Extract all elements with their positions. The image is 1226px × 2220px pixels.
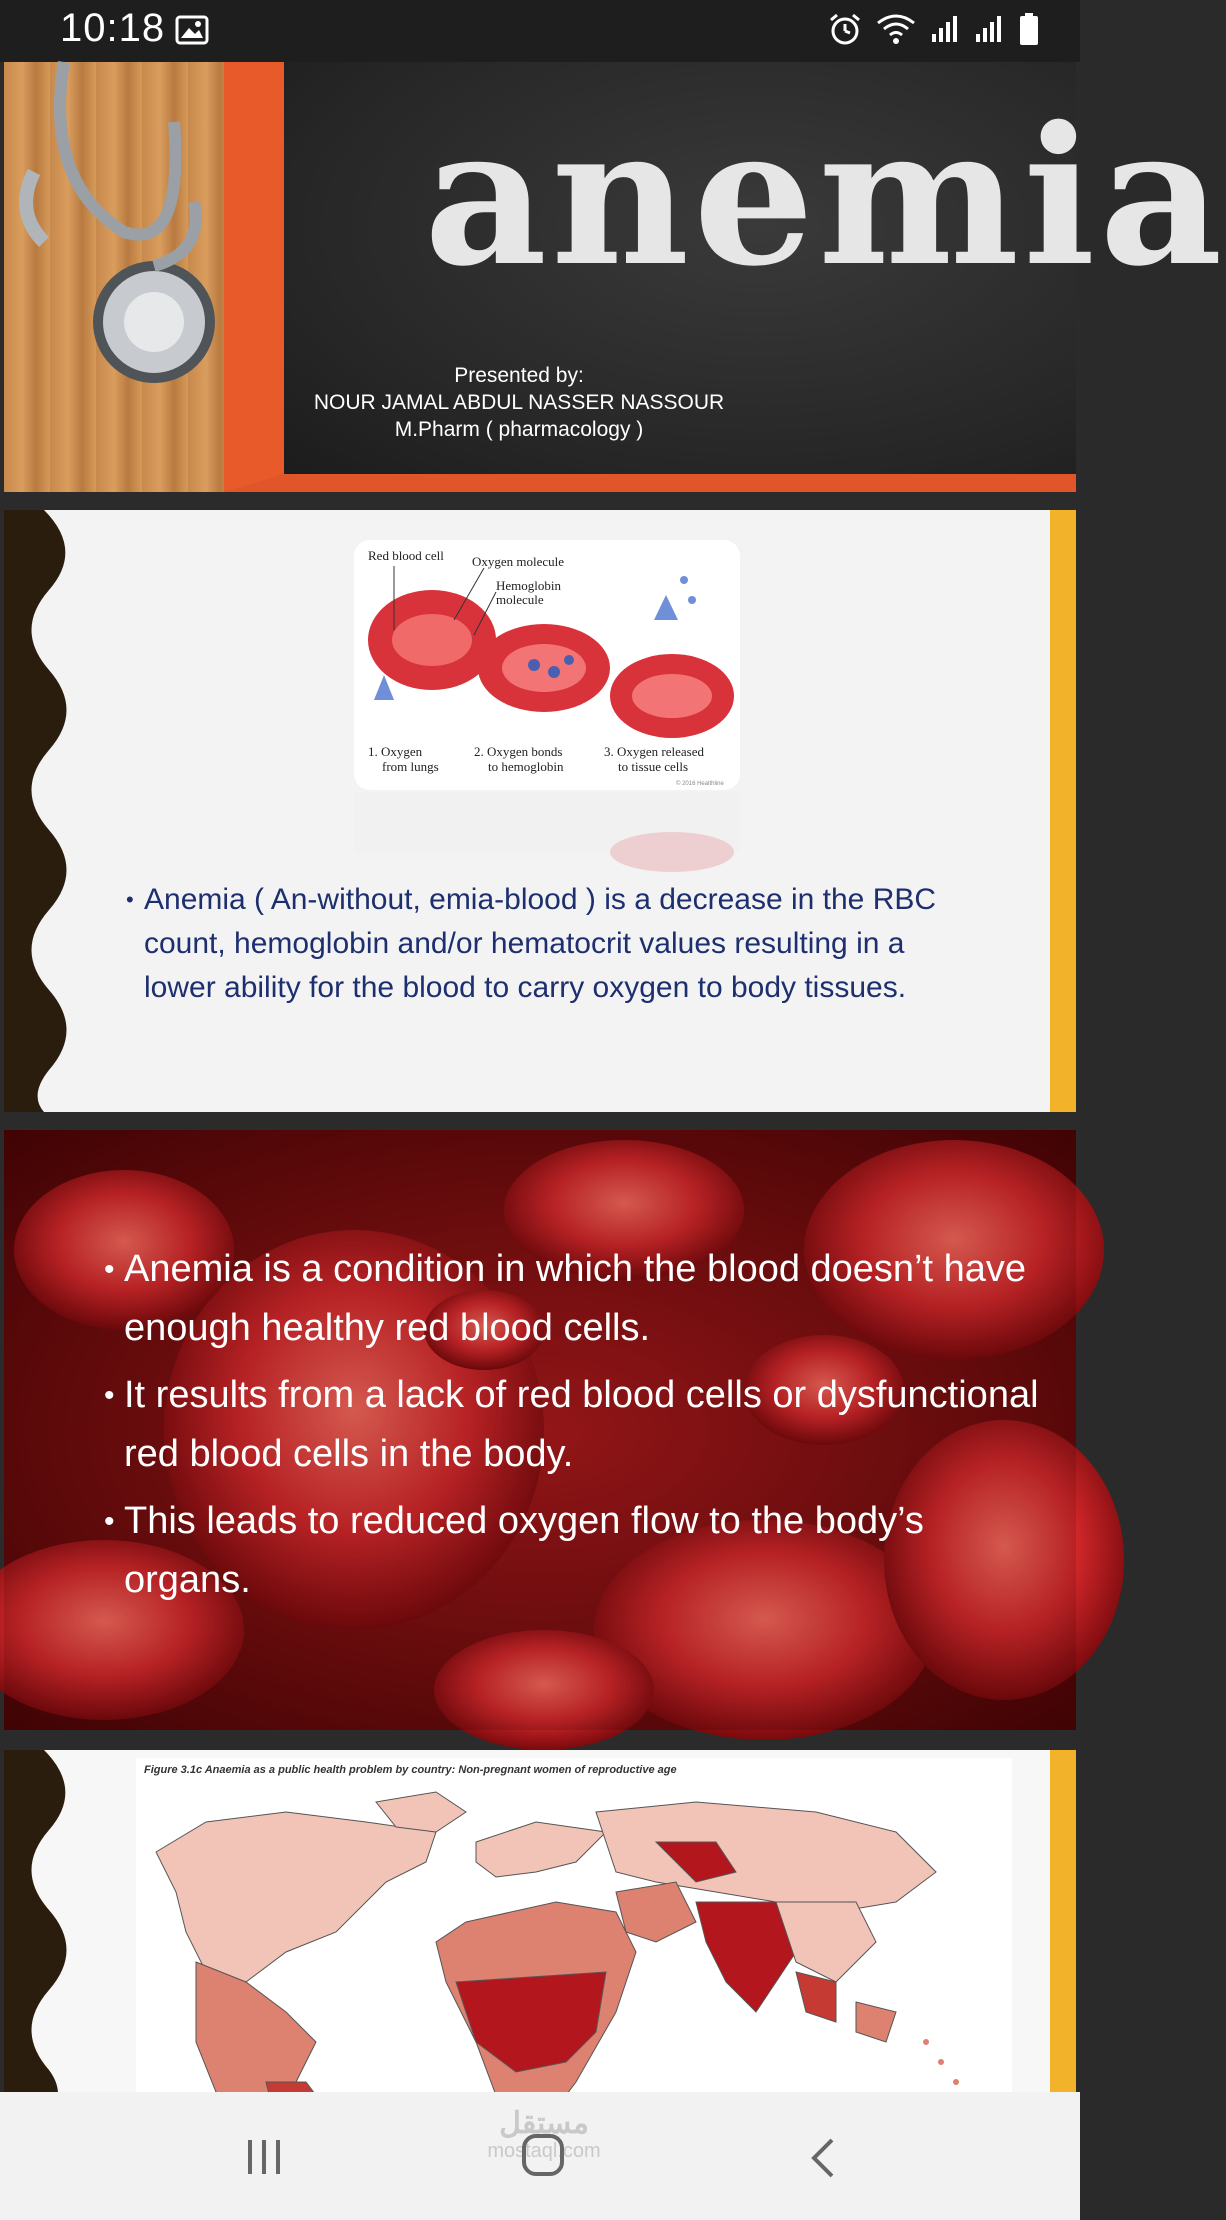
navigation-bar	[0, 2092, 1080, 2220]
gold-accent-bar	[1050, 510, 1076, 1112]
gallery-icon	[176, 16, 208, 49]
watermark-sub: mostaql.com	[487, 2140, 601, 2162]
step1-line1: 1. Oxygen	[368, 744, 423, 759]
description-item	[104, 1240, 1044, 1358]
presenter-name: NOUR JAMAL ABDUL NASSER NASSOUR	[313, 391, 725, 414]
wave-decoration	[4, 1750, 74, 2110]
label-hemoglobin-1: Hemoglobin	[496, 578, 561, 593]
bullet-dot: •	[104, 1505, 115, 1538]
label-oxygen: Oxygen molecule	[472, 554, 565, 569]
wifi-icon	[876, 13, 916, 50]
watermark-main: مستقل	[499, 2107, 589, 2140]
label-hemoglobin-2: molecule	[496, 592, 544, 607]
status-time: 10:18	[60, 6, 166, 50]
status-icons	[828, 12, 1040, 51]
oxygen-diagram	[354, 540, 740, 790]
signal-icon	[930, 14, 960, 49]
slide-viewer[interactable]	[0, 62, 1226, 2092]
bullet-dot: •	[104, 1379, 115, 1412]
slide-description[interactable]	[4, 1130, 1076, 1730]
description-bullets	[104, 1240, 1044, 1618]
status-bar	[0, 0, 1080, 62]
rbc-illustration	[354, 540, 740, 790]
definition-bullet	[126, 878, 984, 1010]
step3-line1: 3. Oxygen released	[604, 744, 704, 759]
home-icon[interactable]	[520, 2132, 566, 2183]
presenter-label: Presented by:	[454, 364, 584, 387]
anemia-world-map	[136, 1758, 1012, 2118]
step2-line2: to hemoglobin	[488, 759, 564, 774]
figure-caption: Figure 3.1c Anaemia as a public health problem by country: Non-pregnant women of reproductive age	[144, 1764, 677, 1776]
slide-world-map[interactable]	[4, 1750, 1076, 2110]
bullet-dot: •	[104, 1253, 115, 1286]
battery-icon	[1018, 12, 1040, 51]
back-icon[interactable]	[808, 2136, 838, 2185]
slide-title-text: anemia	[424, 85, 1226, 308]
wave-decoration	[4, 510, 74, 1112]
alarm-icon	[828, 12, 862, 51]
bullet-dot: •	[126, 887, 134, 912]
description-text-2: It results from a lack of red blood cells or dysfunctional red blood cells in the body.	[124, 1374, 1039, 1475]
diagram-reflection	[354, 792, 740, 852]
presenter-block	[264, 362, 774, 443]
slide-definition[interactable]	[4, 510, 1076, 1112]
slide-title[interactable]	[4, 62, 1226, 492]
gold-accent-bar	[1050, 1750, 1076, 2110]
step1-line2: from lungs	[382, 759, 439, 774]
label-rbc: Red blood cell	[368, 548, 444, 563]
presenter-degree: M.Pharm ( pharmacology )	[394, 418, 644, 441]
description-item	[104, 1366, 1044, 1484]
definition-text: Anemia ( An-without, emia-blood ) is a decrease in the RBC count, hemoglobin and/or hematocrit values resulting in a lower ability for the blood to carry oxygen to body tissues.	[144, 883, 937, 1004]
description-item	[104, 1492, 1044, 1610]
recent-apps-icon[interactable]	[244, 2136, 284, 2181]
step2-line1: 2. Oxygen bonds	[474, 744, 563, 759]
step3-line2: to tissue cells	[618, 759, 689, 774]
diagram-credit: © 2016 Healthline	[676, 781, 724, 787]
world-map	[136, 1782, 1012, 2122]
signal-icon	[974, 14, 1004, 49]
description-text-3: This leads to reduced oxygen flow to the body’s organs.	[124, 1500, 924, 1601]
description-text-1: Anemia is a condition in which the blood doesn’t have enough healthy red blood cells.	[124, 1248, 1027, 1349]
